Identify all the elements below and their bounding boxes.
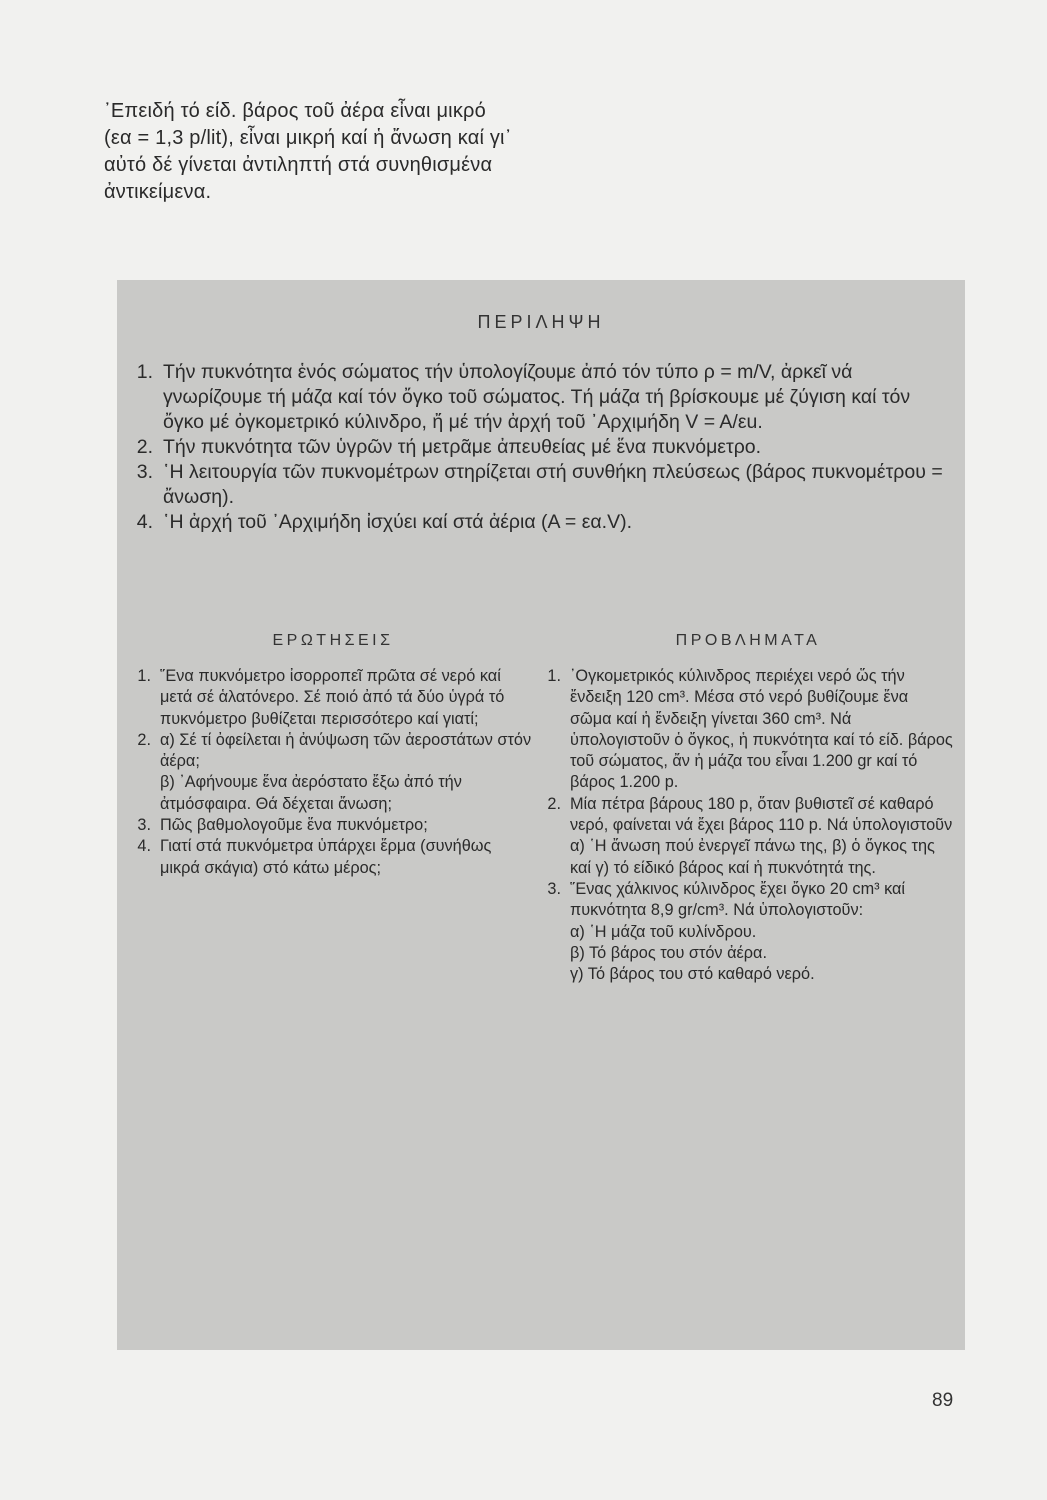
summary-box bbox=[117, 280, 965, 1350]
question-item bbox=[133, 730, 533, 773]
problem-item bbox=[543, 879, 953, 922]
item-text: ῾Η ἀρχή τοῦ ᾽Αρχιμήδη ἰσχύει καί στά ἀέρια (Α = εα.V). bbox=[163, 511, 632, 533]
item-number bbox=[133, 772, 151, 815]
item-number: 3. bbox=[136, 461, 153, 483]
page-number: 89 bbox=[932, 1390, 954, 1411]
item-text: Γιατί στά πυκνόμετρα ὑπάρχει ἕρμα (συνήθως μικρά σκάγια) στό κάτω μέρος; bbox=[160, 837, 492, 877]
question-item bbox=[133, 772, 533, 815]
questions-list bbox=[133, 666, 533, 879]
intro-paragraph bbox=[104, 98, 624, 206]
intro-line: ᾽Επειδή τό είδ. βάρος τοῦ ἀέρα εἶναι μικρό bbox=[104, 100, 486, 122]
problem-item bbox=[543, 964, 953, 985]
item-number bbox=[543, 943, 561, 964]
problem-item bbox=[543, 943, 953, 964]
problems-section bbox=[543, 632, 953, 985]
item-text: ᾽Ογκομετρικός κύλινδρος περιέχει νερό ὥς τήν ἔνδειξη 120 cm³. Μέσα στό νερό βυθίζουμε ἕνα σῶμα καί ἡ ἔνδειξη γίνεται 360 cm³. Νά ὑπολογιστοῦν ὁ ὄγκος, ἡ πυκνότητα καί τό είδ. βάρος τοῦ σώματος, ἄν ἡ μάζα του εἶναι 1.200 gr καί τό βάρος 1.200 p. bbox=[570, 667, 953, 792]
item-number bbox=[543, 922, 561, 943]
item-text: ῞Ενα πυκνόμετρο ἰσορροπεῖ πρῶτα σέ νερό καί μετά σέ ἁλατόνερο. Σέ ποιό ἀπό τά δύο ὑγρά τό πυκνόμετρο βυθίζεται περισσότερο καί γιατί; bbox=[160, 667, 505, 728]
item-text: β) Τό βάρος του στόν ἀέρα. bbox=[570, 943, 767, 962]
intro-line: (εα = 1,3 p/lit), εἶναι μικρή καί ἡ ἄνωση καί γι᾽ bbox=[104, 127, 512, 149]
item-number: 3. bbox=[547, 879, 561, 898]
item-number: 1. bbox=[137, 667, 151, 685]
problem-item bbox=[543, 794, 953, 879]
summary-item bbox=[131, 360, 951, 435]
item-number: 2. bbox=[137, 730, 151, 749]
item-text: β) ᾽Αφήνουμε ἕνα ἀερόστατο ἔξω ἀπό τήν ἀτμόσφαιρα. Θά δέχεται ἄνωση; bbox=[160, 773, 462, 813]
item-text: Τήν πυκνότητα ἑνός σώματος τήν ὑπολογίζουμε ἀπό τόν τύπο ρ = m/V, ἀρκεῖ νά γνωρίζουμε τή μάζα καί τόν ὄγκο τοῦ σώματος. Τή μάζα τή βρίσκουμε μέ ζύγιση καί τόν ὄγκο μέ ὀγκομετρικό κύλινδρο, ἤ μέ τήν ἀρχή τοῦ ᾽Αρχιμήδη V = A/εu. bbox=[163, 361, 911, 433]
item-number: 4. bbox=[137, 837, 151, 856]
item-text: α) ῾Η μάζα τοῦ κυλίνδρου. bbox=[570, 922, 757, 941]
item-number: 4. bbox=[136, 511, 153, 533]
summary-item bbox=[131, 460, 951, 510]
intro-line: ἀντικείμενα. bbox=[104, 181, 212, 203]
questions-section bbox=[133, 632, 533, 879]
problem-item bbox=[543, 922, 953, 943]
problems-title: ΠΡΟΒΛΗΜΑΤΑ bbox=[675, 632, 821, 649]
summary-item bbox=[131, 510, 951, 535]
question-item bbox=[133, 666, 533, 730]
question-item bbox=[133, 836, 533, 879]
item-text: α) Σέ τί ὀφείλεται ἡ ἀνύψωση τῶν ἀεροστάτων στόν ἀέρα; bbox=[160, 730, 532, 771]
item-text: γ) Τό βάρος του στό καθαρό νερό. bbox=[570, 965, 815, 984]
item-text: ῾Η λειτουργία τῶν πυκνομέτρων στηρίζεται στή συνθήκη πλεύσεως (βάρος πυκνομέτρου = ἄνωση). bbox=[163, 461, 943, 508]
item-number bbox=[543, 964, 561, 985]
intro-line: αὐτό δέ γίνεται ἀντιληπτή στά συνηθισμένα bbox=[104, 154, 493, 176]
item-number: 2. bbox=[547, 794, 561, 813]
item-number: 2. bbox=[136, 436, 153, 458]
questions-title: ΕΡΩΤΗΣΕΙΣ bbox=[272, 632, 394, 649]
item-number: 1. bbox=[136, 361, 153, 383]
item-number: 1. bbox=[547, 667, 561, 685]
item-text: Μία πέτρα βάρους 180 p, ὅταν βυθιστεῖ σέ καθαρό νερό, φαίνεται νά ἔχει βάρος 110 p. Νά ὑπολογιστοῦν α) ῾Η ἄνωση πού ἐνεργεῖ πάνω της, β) ὁ ὄγκος της καί γ) τό είδικό βάρος καί ἡ πυκνότητά της. bbox=[570, 794, 953, 877]
problem-item bbox=[543, 666, 953, 794]
question-item bbox=[133, 815, 533, 836]
item-text: Τήν πυκνότητα τῶν ὑγρῶν τή μετρᾶμε ἀπευθείας μέ ἕνα πυκνόμετρο. bbox=[163, 436, 762, 458]
problems-list bbox=[543, 666, 953, 985]
item-number: 3. bbox=[137, 816, 151, 835]
item-text: Πῶς βαθμολογοῦμε ἕνα πυκνόμετρο; bbox=[160, 816, 428, 835]
item-text: ῞Ενας χάλκινος κύλινδρος ἔχει ὄγκο 20 cm³ καί πυκνότητα 8,9 gr/cm³. Νά ὑπολογιστοῦν: bbox=[570, 879, 906, 920]
summary-list bbox=[131, 360, 951, 535]
summary-item bbox=[131, 435, 951, 460]
summary-title: ΠΕΡΙΛΗΨΗ bbox=[477, 312, 605, 332]
